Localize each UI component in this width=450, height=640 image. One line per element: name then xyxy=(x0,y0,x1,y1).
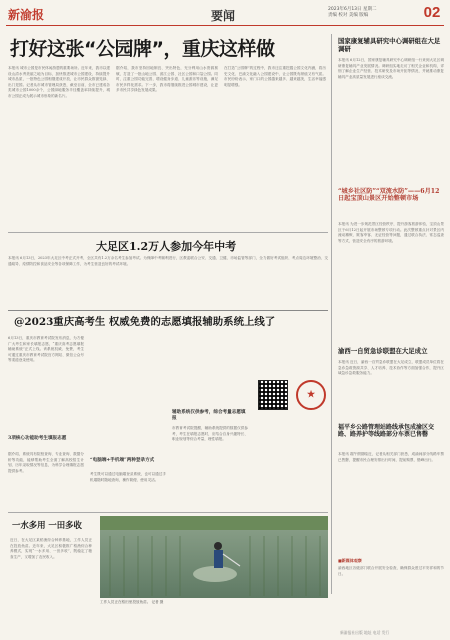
side-body-1: 本报讯 6月12日，国家康复辅具研究中心调研组一行来到大足区调研康复辅具产业发展情况。调研组实地走访了相关企业和机构，详细了解企业生产经营、技术研发及市场开拓等情况，并就推动康复辅具产业高质量发展进行座谈交流。 xyxy=(338,58,444,79)
dateline xyxy=(328,7,376,19)
section-title: 要闻 xyxy=(211,9,236,23)
side-headline-3: 渝西一自贸急诊联盟在大足成立 xyxy=(338,347,428,355)
side-tail-tag: ■新媒体观察 xyxy=(338,558,362,563)
feature-body-b: 据介绍，系统具有院校查询、专业查询、数据分析等功能，能够帮助考生全面了解高校招生计划、历年录取情况等信息，为科学合理填报志愿提供参考。 xyxy=(8,452,84,473)
lead-body-right: 在打造“公园牌”的过程中，我市还注重挖掘公园文化内涵，将历史文化、巴渝文化融入公园建设中，让公园既有颜值又有气质。市民纷纷表示，家门口的公园越来越多、越来越美，生活幸福感明显增强。 xyxy=(224,66,326,87)
side-headline-2: “城乡社区防”“双流水防”——6月12日起宝顶山景区开始整顿市场 xyxy=(338,188,440,203)
middle-headline: 大足区1.2万人参加今年中考 xyxy=(96,240,237,253)
side-tail-body: 渝西地区各级部门联合开展安全检查，确保群众度过平安祥和的节日。 xyxy=(338,566,444,576)
feature-body-b-cont xyxy=(90,336,166,456)
lead-headline: 打好这张“公园牌”，重庆这样做 xyxy=(10,38,275,60)
masthead xyxy=(6,4,444,26)
side-headline-4: 福平乡公路管理站路线承包成渝区交路、路养护等线路部分车票已售罄 xyxy=(338,424,435,439)
feature-headline: @2023重庆高考生 权威免费的志愿填报辅助系统上线了 xyxy=(14,316,276,328)
side-body-2: 本报讯 为进一步规范景区经营秩序，提升游客旅游体验，宝顶山景区于6月12日起开展市场整顿专项行动。此次整顿重点针对景区内流动摊贩、欺客宰客、无证经营等问题，通过联合执法、常态巡查等方式，营造安全有序的旅游环境。 xyxy=(338,222,444,243)
feature-sub-a: 3项核心功能助考生填报志愿 xyxy=(8,436,67,441)
side-body-3: 本报讯 近日，渝西一自贸急诊联盟在大足成立，联盟成员单位将在急诊急救资源共享、人才培养、技术协作等方面加强合作，提升区域急诊急救服务能力。 xyxy=(338,360,444,376)
feature-body-extra xyxy=(172,336,248,408)
lead-body-mid: 据介绍，我市坚持因地制宜、突出特色，充分利用山水资源禀赋，打造了一批山地公园、滨江公园、社区公园和口袋公园。同时，注重公园功能完善，增设健身步道、儿童游乐等设施，满足市民多样化需求。下一步，我市将继续推进公园城市建设，让更多市民共享绿色发展成果。 xyxy=(116,66,218,93)
photo-story-body: 近日，在大足区某稻渔综合种养基地，工作人员正在投放鱼苗。近年来，大足区积极推广稻渔综合种养模式，实现“一水多用、一田多收”，既稳定了粮食生产，又增加了农民收入。 xyxy=(10,538,92,559)
photo-caption: 工作人员正在稻田里投放鱼苗。 记者 摄 xyxy=(100,600,164,604)
feature-body-d: 市教育考试院提醒，辅助系统提供的数据仅供参考，考生在填报志愿时，应结合自身兴趣特长、职业规划等综合考量，理性填报。 xyxy=(172,426,248,442)
feature-body-c: 考生既可以通过电脑端登录系统，也可以通过手机端随时随地查询，操作简便、使用灵活。 xyxy=(90,472,166,482)
rice-field-photo xyxy=(100,516,328,598)
dateline-editors: 责编 校对 美编 版编 xyxy=(328,13,369,18)
feature-body-a: 6月13日，重庆市教育考试院发布消息，为方便广大考生和家长填报志愿，“重庆高考志愿填报辅助系统”正式上线。该系统权威、免费，考生可通过重庆市教育考试院官方网站、微信公众号等渠道登录使用。 xyxy=(8,336,84,363)
footer-note: 新渝报社出版 地址 电话 发行 xyxy=(340,630,390,635)
side-body-4: 本报讯 端午假期临近，记者从相关部门获悉，成渝间部分线路车票已售罄，提醒市民合理安排出行时间，提前购票，错峰出行。 xyxy=(338,452,444,462)
side-headline-1: 国家康复辅具研究中心调研组在大足调研 xyxy=(338,37,441,53)
lead-body-left: 本报讯 城市公园是市民休闲游憩的重要场所。近年来，我市以建设山清水秀美丽之地为目标，加快推进城市公园建设，持续提升城市品质，一批特色公园相继建成开放，让市民群众推窗见绿、出门见园。记者从市城市管理局获悉，截至目前，全市已建成各类城市公园1000余个，公园绿地服务半径覆盖率持续提升，城市公园正成为展示城市形象的新名片。 xyxy=(8,66,110,98)
feature-sub-b: “电脑端+手机端”两种登录方式 xyxy=(90,458,155,463)
rice-field-photo-image xyxy=(100,516,328,598)
feature-sub-c: 辅助系统仅供参考，综合考量志愿填报 xyxy=(172,410,246,421)
newspaper-logo: 新渝报 xyxy=(8,8,45,22)
seal-icon: ★ xyxy=(296,380,326,410)
middle-body: 本报讯 6月13日，2023年大足区中考正式开考，全区共有1.2万余名考生参加考试。为保障中考顺利进行，区教委联合公安、交通、卫健、市场监管等部门，全力做好考试组织、考点周边环境整治、交通疏导、疫情防控和食品安全等各项保障工作，为考生营造良好的考试环境。 xyxy=(8,256,328,266)
qr-code-icon xyxy=(258,380,288,410)
photo-story-headline: 一水多用 一田多收 xyxy=(12,520,82,530)
feature-side-text xyxy=(254,336,328,376)
page-number: 02 xyxy=(423,4,441,21)
dateline-date: 2023年6月13日 星期二 xyxy=(328,7,377,12)
